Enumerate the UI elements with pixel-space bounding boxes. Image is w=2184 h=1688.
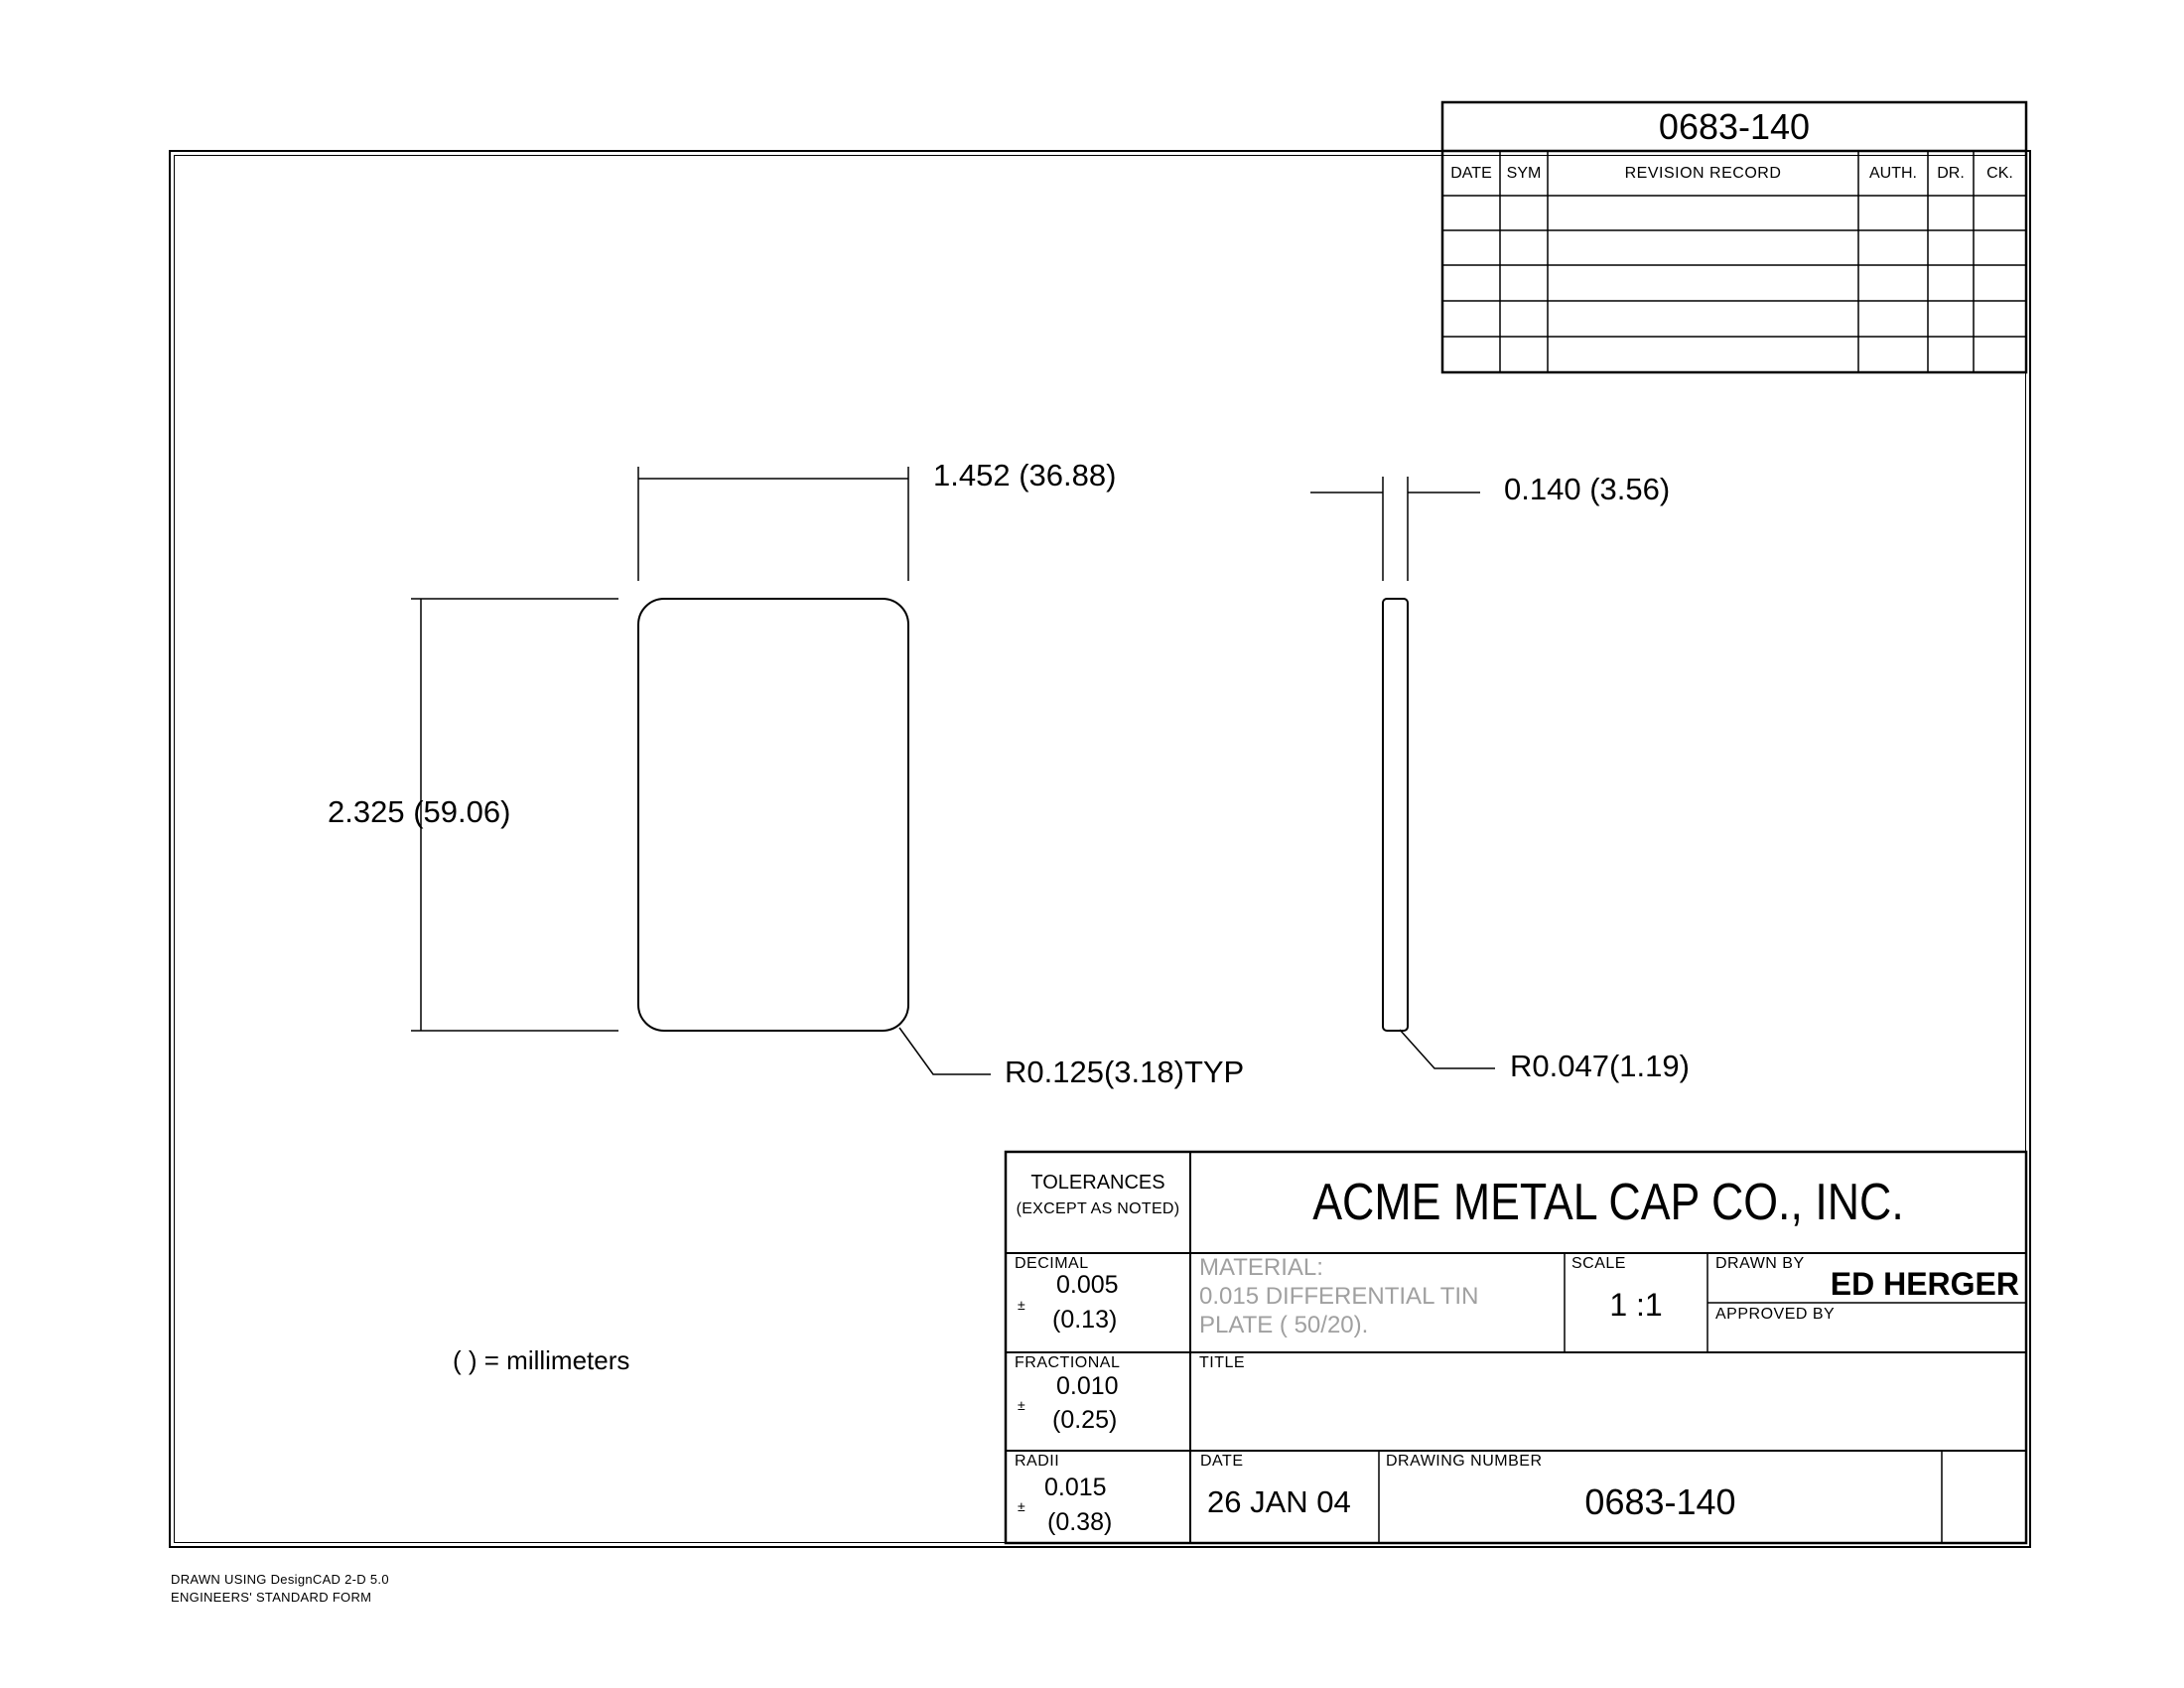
footer-form-note: ENGINEERS' STANDARD FORM bbox=[171, 1590, 372, 1605]
decimal-label: DECIMAL bbox=[1015, 1255, 1089, 1272]
thickness-dimension-label: 0.140 (3.56) bbox=[1504, 472, 1671, 506]
decimal-mm: (0.13) bbox=[1052, 1306, 1118, 1334]
rev-col-date: DATE bbox=[1450, 165, 1492, 182]
company-name: ACME METAL CAP CO., INC. bbox=[1312, 1174, 1904, 1231]
approved-by-label: APPROVED BY bbox=[1715, 1306, 1836, 1323]
material-label: MATERIAL: bbox=[1199, 1254, 1323, 1281]
radii-value: 0.015 bbox=[1044, 1474, 1107, 1501]
tolerances-sub: (EXCEPT AS NOTED) bbox=[1016, 1200, 1180, 1217]
fractional-plus-minus: ± bbox=[1018, 1397, 1025, 1413]
fractional-value: 0.010 bbox=[1056, 1372, 1119, 1400]
radii-mm: (0.38) bbox=[1047, 1508, 1113, 1536]
rev-col-sym: SYM bbox=[1506, 165, 1542, 182]
drawing-number-label: DRAWING NUMBER bbox=[1386, 1453, 1543, 1470]
decimal-value: 0.005 bbox=[1056, 1271, 1119, 1299]
front-radius-label: R0.125(3.18)TYP bbox=[1005, 1055, 1245, 1089]
radii-plus-minus: ± bbox=[1018, 1498, 1025, 1514]
fractional-label: FRACTIONAL bbox=[1015, 1354, 1121, 1371]
tolerances-label: TOLERANCES bbox=[1030, 1172, 1165, 1194]
front-view-plate bbox=[638, 599, 908, 1031]
material-line-2: PLATE ( 50/20). bbox=[1199, 1312, 1369, 1338]
decimal-plus-minus: ± bbox=[1018, 1297, 1025, 1313]
width-dimension-label: 1.452 (36.88) bbox=[933, 458, 1117, 492]
scale-value: 1 :1 bbox=[1609, 1287, 1663, 1323]
revision-part-number: 0683-140 bbox=[1658, 105, 1811, 147]
side-view-plate bbox=[1383, 599, 1408, 1031]
drawn-by-value: ED HERGER bbox=[1830, 1266, 2019, 1302]
scale-label: SCALE bbox=[1571, 1255, 1626, 1272]
material-line-1: 0.015 DIFFERENTIAL TIN bbox=[1199, 1283, 1479, 1310]
rev-col-dr: DR. bbox=[1937, 165, 1965, 182]
drawn-by-label: DRAWN BY bbox=[1715, 1255, 1805, 1272]
height-dimension-label: 2.325 (59.06) bbox=[328, 794, 511, 829]
drawing-number-value: 0683-140 bbox=[1584, 1481, 1736, 1522]
title-label: TITLE bbox=[1199, 1354, 1246, 1371]
date-value: 26 JAN 04 bbox=[1207, 1484, 1351, 1519]
fractional-mm: (0.25) bbox=[1052, 1406, 1118, 1434]
footer-software-note: DRAWN USING DesignCAD 2-D 5.0 bbox=[171, 1572, 389, 1587]
date-label: DATE bbox=[1200, 1453, 1244, 1470]
rev-col-ck: CK. bbox=[1986, 165, 2013, 182]
side-radius-label: R0.047(1.19) bbox=[1510, 1049, 1690, 1083]
rev-col-revision-record: REVISION RECORD bbox=[1624, 165, 1782, 182]
units-note: ( ) = millimeters bbox=[453, 1345, 630, 1375]
rev-col-auth: AUTH. bbox=[1869, 165, 1917, 182]
radii-label: RADII bbox=[1015, 1453, 1060, 1470]
